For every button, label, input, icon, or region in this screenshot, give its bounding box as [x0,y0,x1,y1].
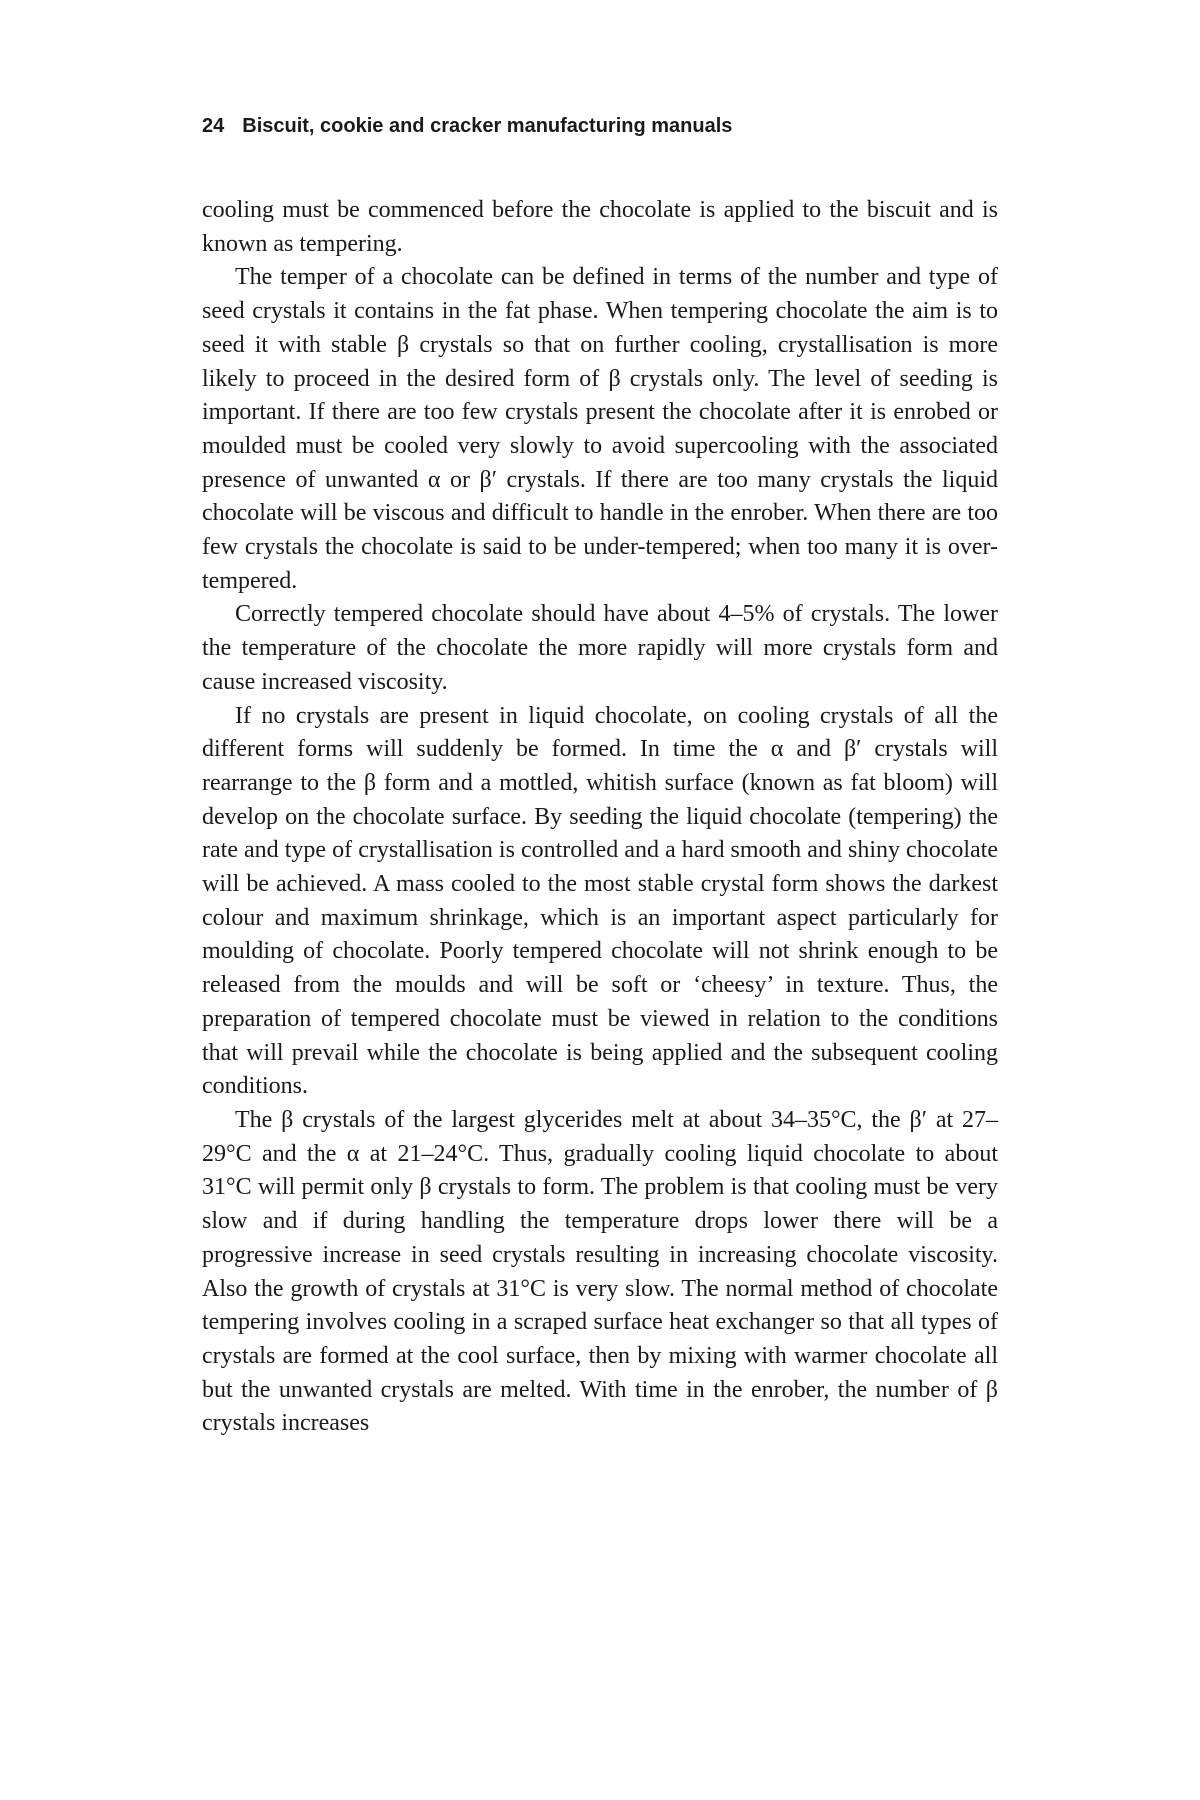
body-text [202,194,998,1441]
running-title: Biscuit, cookie and cracker manufacturing manuals [242,115,733,137]
paragraph-crystal-percentage: Correctly tempered chocolate should have about 4–5% of crystals. The lower the temperature of the chocolate the more rapidly will more crystals form and cause increased viscosity. [202,601,998,695]
running-head [202,114,998,138]
book-page [202,114,998,1441]
paragraph-fat-bloom: If no crystals are present in liquid chocolate, on cooling crystals of all the different forms will suddenly be formed. In time the α and β′ crystals will rearrange to the β form and a mottled, whitish surface (known as fat bloom) will develop on the chocolate surface. By seeding the liquid chocolate (tempering) the rate and type of crystallisation is controlled and a hard smooth and shiny chocolate will be achieved. A mass cooled to the most stable crystal form shows the darkest colour and maximum shrinkage, which is an important aspect particularly for moulding of chocolate. Poorly tempered chocolate will not shrink enough to be released from the moulds and will be soft or ‘cheesy’ in texture. Thus, the preparation of tempered chocolate must be viewed in relation to the conditions that will prevail while the chocolate is being applied and the subsequent cooling conditions. [202,702,998,1100]
paragraph-temper-definition: The temper of a chocolate can be defined in terms of the number and type of seed crystals it contains in the fat phase. When tempering chocolate the aim is to seed it with stable β crystals so that on further cooling, crystallisation is more likely to proceed in the desired form of β crystals only. The level of seeding is important. If there are too few crystals present the chocolate after it is enrobed or moulded must be cooled very slowly to avoid supercooling with the associated presence of unwanted α or β′ crystals. If there are too many crystals the liquid chocolate will be viscous and difficult to handle in the enrober. When there are too few crystals the chocolate is said to be under-tempered; when too many it is over-tempered. [202,264,998,594]
paragraph-continued: cooling must be commenced before the chocolate is applied to the biscuit and is known as tempering. [202,197,998,257]
paragraph-melting-points: The β crystals of the largest glycerides melt at about 34–35°C, the β′ at 27–29°C and the α at 21–24°C. Thus, gradually cooling liquid chocolate to about 31°C will permit only β crystals to form. The problem is that cooling must be very slow and if during handling the temperature drops lower there will be a progressive increase in seed crystals resulting in increasing chocolate viscosity. Also the growth of crystals at 31°C is very slow. The normal method of chocolate tempering involves cooling in a scraped surface heat exchanger so that all types of crystals are formed at the cool surface, then by mixing with warmer chocolate all but the unwanted crystals are melted. With time in the enrober, the number of β crystals increases [202,1106,998,1437]
page-number: 24 [202,115,225,137]
